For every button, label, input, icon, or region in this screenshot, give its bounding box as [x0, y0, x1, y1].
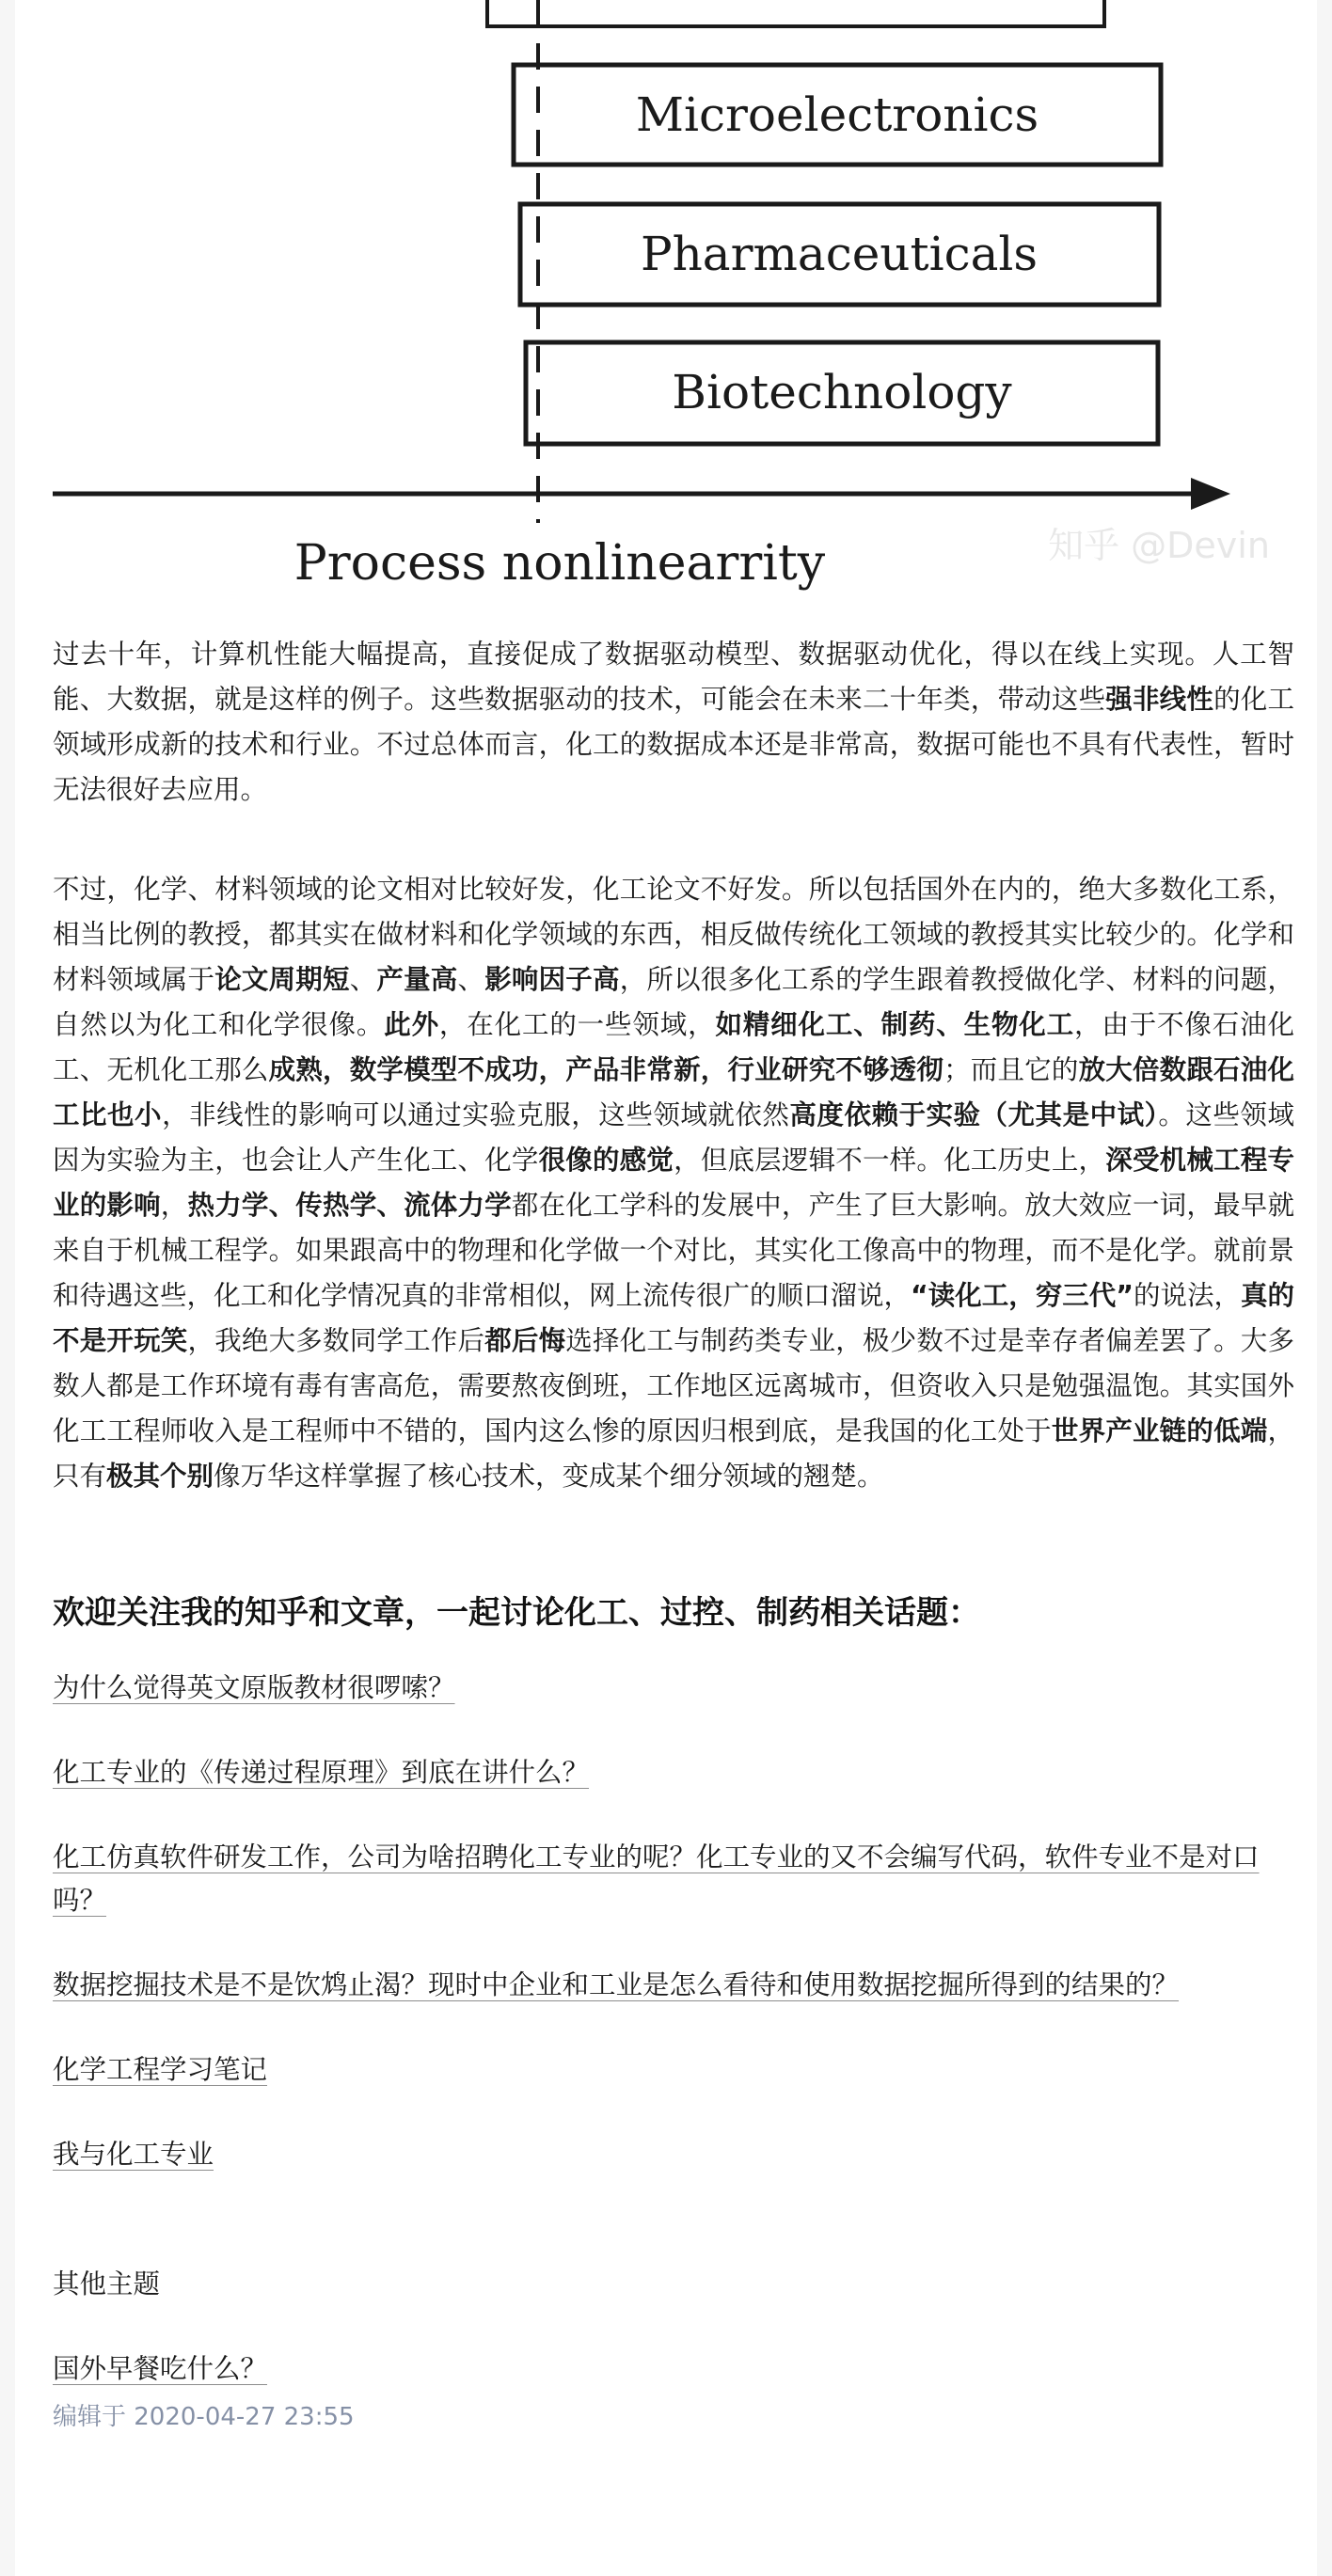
bold-text-run: 此外	[384, 1009, 439, 1040]
bold-text-run: 论文周期短	[214, 964, 350, 995]
text-run: 过去十年，计算机性能大幅提高，直接促成了数据驱动模型、数据驱动优化，得以在线上实现。人工智能、大数据，就是这样的例子。这些数据驱动的技术，可能会在未来二十年类，带动这些	[53, 639, 1294, 715]
bold-text-run: 极其个别	[106, 1461, 214, 1492]
text-run: ，所以很多化工系的学生跟着教授做化学、材料的问题，自然以为化工和化学很像。	[53, 964, 1294, 1040]
bold-text-run: 影响因子高	[484, 964, 620, 995]
figure-svg	[15, 0, 1317, 602]
answer-content	[53, 632, 1294, 2436]
text-run: ，非线性的影响可以通过实验克服，这些领域就依然	[162, 1099, 790, 1130]
text-run: 选择化工与制药类专业，极少数不过是幸存者偏差罢了。大多数人都是工作环境有毒有害高危，需要熬夜倒班，工作地区远离城市，但资收入只是勉强温饱。其实国外化工工程师收入是工程师中不错的，国内这么惨的原因归根到底，是我国的化工处于	[53, 1325, 1294, 1446]
text-run: 不过，化学、材料领域的论文相对比较好发，化工论文不好发。所以包括国外在内的，绝大多数化工系，相当比例的教授，都其实在做材料和化学领域的东西，相反做传统化工领域的教授其实比较少的。化学和材料领域属于	[53, 874, 1294, 995]
other-topic-link[interactable]: 国外早餐吃什么？	[53, 2353, 268, 2384]
bold-text-run: 成熟，数学模型不成功，产品非常新，行业研究不够透彻	[268, 1054, 944, 1085]
bold-text-run: 强非线性	[1105, 684, 1214, 715]
bold-text-run: 深受机械工程专业的影响	[53, 1145, 1294, 1221]
related-link[interactable]: 我与化工专业	[53, 2139, 214, 2170]
related-link[interactable]: 数据挖掘技术是不是饮鸩止渴？现时中企业和工业是怎么看待和使用数据挖掘所得到的结果的？	[53, 1969, 1180, 2000]
text-run: ，但底层逻辑不一样。化工历史上，	[674, 1145, 1106, 1176]
text-run: ，我绝大多数同学工作后	[187, 1325, 485, 1356]
other-topics-label: 其他主题	[53, 2268, 161, 2299]
text-run: 的化工领域形成新的技术和行业。不过总体而言，化工的数据成本还是非常高，数据可能也不具有代表性，暂时无法很好去应用。	[53, 684, 1294, 805]
figure-box-cropped	[487, 0, 1104, 26]
bold-text-run: “读化工，穷三代”	[911, 1280, 1134, 1311]
follow-heading: 欢迎关注我的知乎和文章，一起讨论化工、过控、制药相关话题：	[53, 1594, 980, 1632]
figure-box-label: Microelectronics	[635, 87, 1039, 142]
text-run: ，	[160, 1190, 188, 1221]
figure-box-label: Pharmaceuticals	[640, 227, 1039, 281]
related-link[interactable]: 化工专业的《传递过程原理》到底在讲什么？	[53, 1757, 590, 1788]
edited-timestamp: 编辑于 2020-04-27 23:55	[53, 2403, 355, 2431]
text-run: ，在化工的一些领域，	[438, 1009, 716, 1040]
bold-text-run: 如精细化工、制药、生物化工	[715, 1009, 1074, 1040]
bold-text-run: 产量高	[376, 964, 458, 995]
figure-axis-arrowhead	[1191, 478, 1230, 510]
bold-text-run: 都后悔	[484, 1325, 566, 1356]
related-link[interactable]: 化学工程学习笔记	[53, 2054, 268, 2085]
bold-text-run: 高度依赖于实验（尤其是中试）	[789, 1099, 1159, 1130]
text-run: 、	[457, 964, 485, 995]
answer-page	[15, 0, 1317, 2576]
paragraph-1	[53, 632, 1294, 813]
text-run: 像万华这样掌握了核心技术，变成某个细分领域的翘楚。	[214, 1461, 884, 1492]
bold-text-run: 很像的感觉	[538, 1145, 674, 1176]
text-run: ，只有	[53, 1415, 1294, 1492]
bold-text-run: 真的不是开玩笑	[53, 1280, 1295, 1356]
related-links	[53, 1667, 1294, 2176]
text-run: 都在化工学科的发展中，产生了巨大影响。放大效应一词，最早就来自于机械工程学。如果跟高中的物理和化学做一个对比，其实化工像高中的物理，而不是化学。就前景和待遇这些，化工和化学情况真的非常相似，网上流传很广的顺口溜说，	[53, 1190, 1294, 1311]
text-run: ，由于不像石油化工、无机化工那么	[53, 1009, 1294, 1085]
figure-watermark: 知乎 @Devin	[1048, 525, 1270, 566]
paragraph-2	[53, 867, 1294, 1499]
text-run: 的说法，	[1133, 1280, 1241, 1311]
process-nonlinearity-figure	[15, 0, 1317, 602]
bold-text-run: 放大倍数跟石油化工比也小	[53, 1054, 1294, 1130]
related-link[interactable]: 化工仿真软件研发工作，公司为啥招聘化工专业的呢？化工专业的又不会编写代码，软件专业不是对口吗？	[53, 1841, 1260, 1916]
text-run: ；而且它的	[944, 1054, 1079, 1085]
text-run: 。这些领域因为实验为主，也会让人产生化工、化学	[53, 1099, 1294, 1176]
bold-text-run: 热力学、传热学、流体力学	[187, 1190, 512, 1221]
text-run: 、	[349, 964, 377, 995]
bold-text-run: 世界产业链的低端	[1051, 1415, 1268, 1446]
figure-axis-label: Process nonlinearrity	[293, 535, 826, 592]
related-link[interactable]: 为什么觉得英文原版教材很啰嗦？	[53, 1672, 455, 1703]
figure-box-label: Biotechnology	[672, 365, 1012, 419]
